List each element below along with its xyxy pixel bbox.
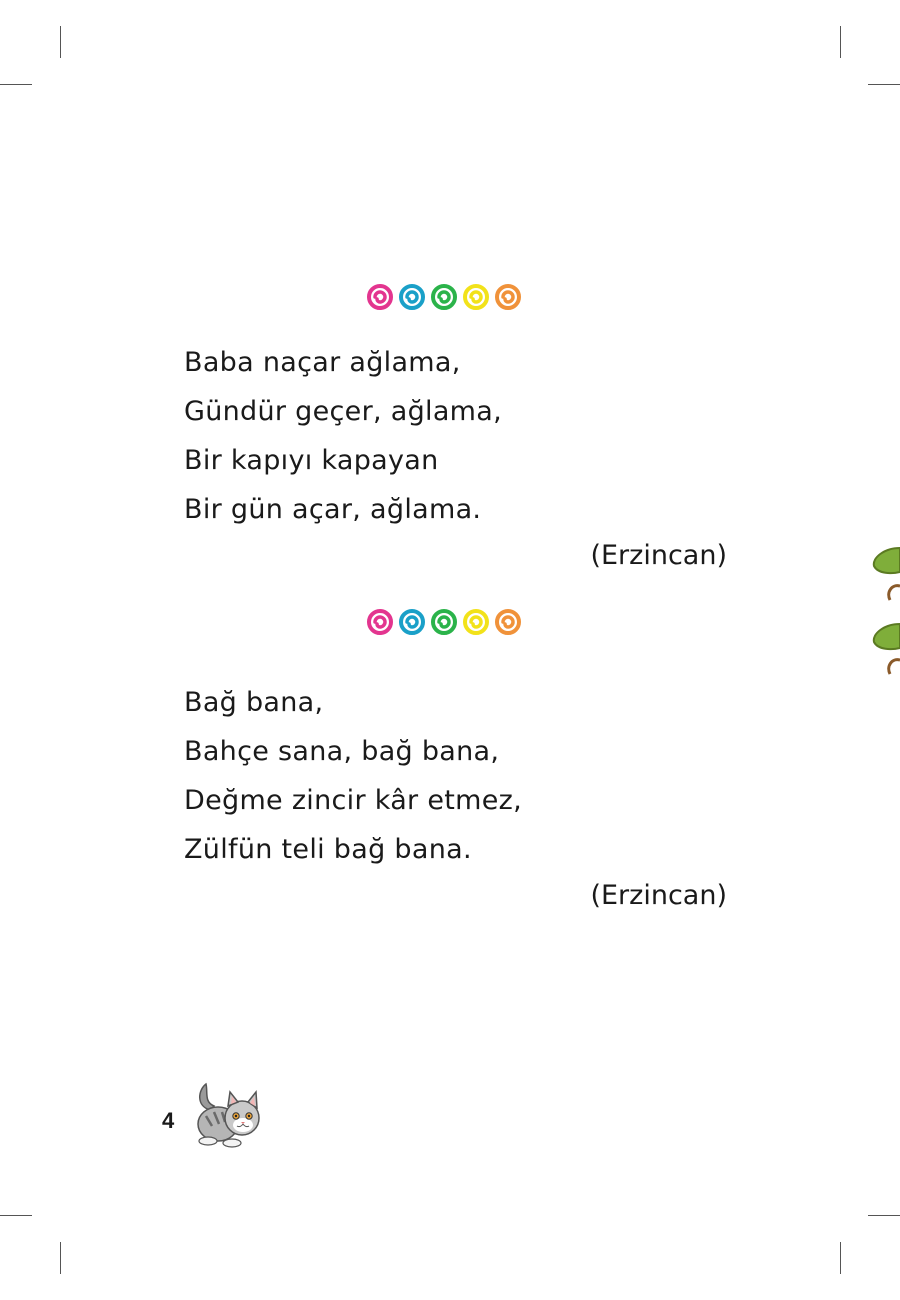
swirl-icon (462, 608, 490, 636)
swirl-icon (430, 283, 458, 311)
poem-line: Bir kapıyı kapayan (184, 445, 439, 476)
poem-line: Zülfün teli bağ bana. (184, 834, 472, 865)
poem-source: (Erzincan) (590, 540, 727, 571)
poem-line: Gündür geçer, ağlama, (184, 396, 503, 427)
crop-mark (840, 1242, 841, 1274)
swirl-ornament-row (366, 608, 522, 636)
crop-mark (840, 26, 841, 58)
swirl-icon (430, 608, 458, 636)
swirl-icon (494, 608, 522, 636)
swirl-ornament-row (366, 283, 522, 311)
poem-line: Bağ bana, (184, 687, 324, 718)
swirl-icon (366, 608, 394, 636)
poem-stanza-1 (184, 338, 502, 534)
crop-mark (60, 26, 61, 58)
leaf-decoration-icon (860, 540, 900, 690)
swirl-icon (462, 283, 490, 311)
kitten-icon (188, 1080, 264, 1152)
poem-stanza-2 (184, 678, 522, 874)
crop-mark (0, 1215, 32, 1216)
swirl-icon (366, 283, 394, 311)
swirl-icon (398, 283, 426, 311)
swirl-icon (398, 608, 426, 636)
poem-source: (Erzincan) (590, 880, 727, 911)
poem-line: Baba naçar ağlama, (184, 347, 461, 378)
crop-mark (60, 1242, 61, 1274)
poem-line: Bahçe sana, bağ bana, (184, 736, 500, 767)
poem-line: Bir gün açar, ağlama. (184, 494, 482, 525)
page-number: 4 (162, 1108, 175, 1133)
crop-mark (868, 1215, 900, 1216)
poem-line: Değme zincir kâr etmez, (184, 785, 523, 816)
swirl-icon (494, 283, 522, 311)
crop-mark (0, 84, 32, 85)
crop-mark (868, 84, 900, 85)
